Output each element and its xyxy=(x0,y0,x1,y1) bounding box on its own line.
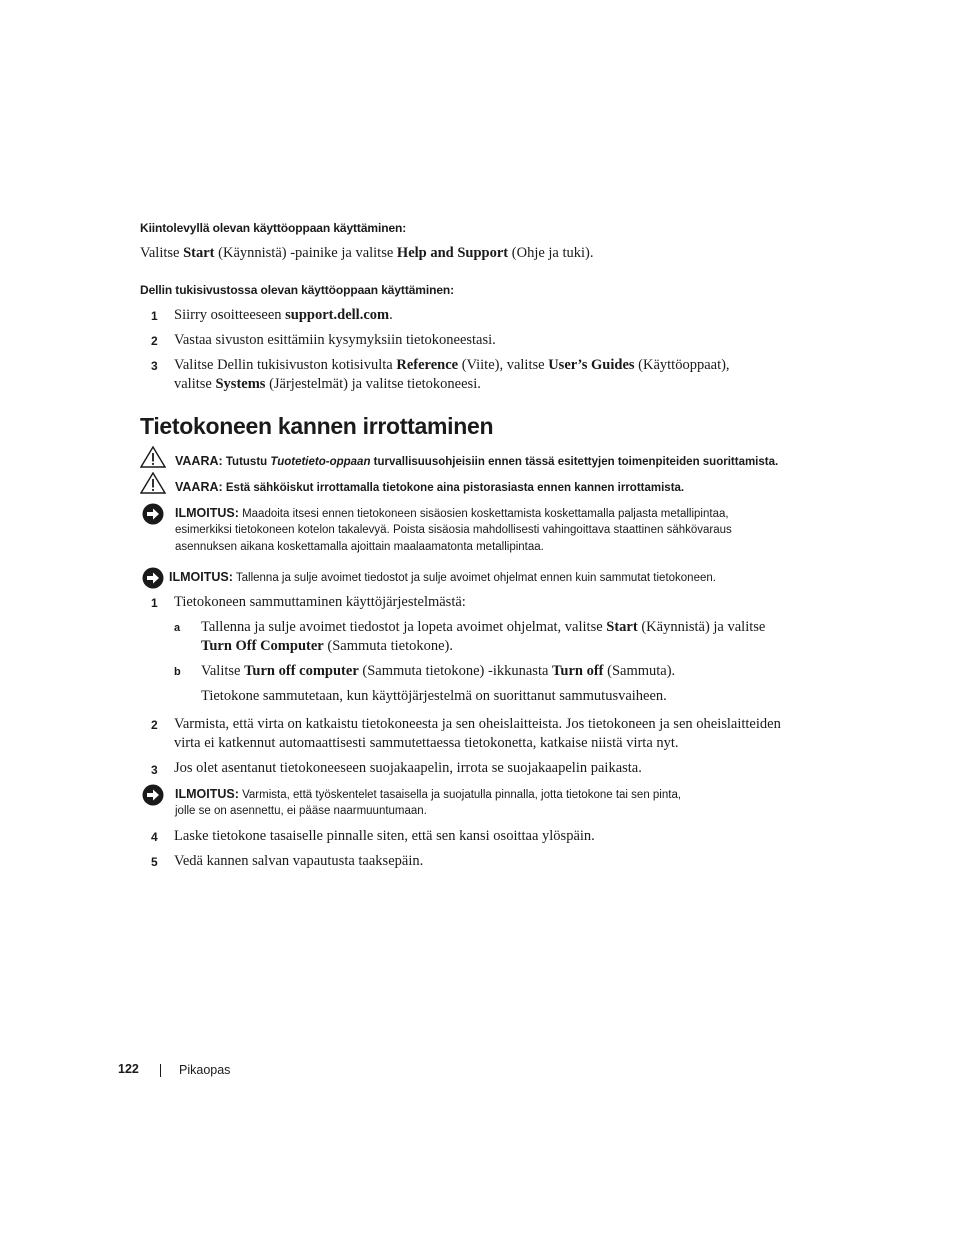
hard-drive-guide-paragraph: Valitse Start (Käynnistä) -painike ja valitse Help and Support (Ohje ja tuki). xyxy=(140,245,594,261)
list-item: Valitse Turn off computer (Sammuta tietokone) -ikkunasta Turn off (Sammuta). xyxy=(201,663,676,679)
page-number: 122 xyxy=(118,1062,139,1076)
list-item: Laske tietokone tasaiselle pinnalle siten, että sen kansi osoittaa ylöspäin. xyxy=(174,828,595,844)
list-item: Tietokoneen sammuttaminen käyttöjärjestelmästä: xyxy=(174,594,466,610)
notice-message-save-files: ILMOITUS: Tallenna ja sulje avoimet tiedostot ja sulje avoimet ohjelmat ennen kuin sammutat tietokoneen. xyxy=(169,570,716,584)
notice-message-line: jolle se on asennettu, ei pääse naarmuuntumaan. xyxy=(175,805,427,817)
step-number: 2 xyxy=(151,718,158,732)
step-number: 3 xyxy=(151,763,158,777)
step-number: 1 xyxy=(151,309,158,323)
step-number: 4 xyxy=(151,830,158,844)
step-number: 1 xyxy=(151,596,158,610)
list-item-continuation: virta ei katkennut automaattisesti sammutettaessa tietokonetta, katkaise niistä virta nyt. xyxy=(174,735,679,751)
notice-arrow-icon xyxy=(142,503,164,525)
notice-message-line: asennuksen aikana koskettamalla ajoittain maalaamatonta metallipintaa. xyxy=(175,541,544,553)
list-item-continuation: Turn Off Computer (Sammuta tietokone). xyxy=(201,638,453,654)
notice-label: ILMOITUS: xyxy=(169,570,233,584)
notice-message-line: esimerkiksi tietokoneen kotelon takalevyä. Poista sisäosia mahdollisesti vahingoittava staattinen sähkövaraus xyxy=(175,524,732,536)
list-item: Varmista, että virta on katkaistu tietokoneesta ja sen oheislaitteista. Jos tietokoneen ja sen oheislaitteiden xyxy=(174,716,781,732)
warning-triangle-icon xyxy=(140,446,166,468)
list-item: Jos olet asentanut tietokoneeseen suojakaapelin, irrota se suojakaapelin paikasta. xyxy=(174,760,642,776)
list-item: Vedä kannen salvan vapautusta taaksepäin. xyxy=(174,853,424,869)
warning-label: VAARA: xyxy=(175,480,223,494)
warning-triangle-icon xyxy=(140,472,166,494)
list-item: Siirry osoitteeseen support.dell.com. xyxy=(174,307,393,323)
list-item-continuation: valitse Systems (Järjestelmät) ja valitse tietokoneesi. xyxy=(174,376,481,392)
support-link: support.dell.com xyxy=(285,307,390,323)
substep-letter: a xyxy=(174,622,181,634)
warning-message-electric-shock: VAARA: Estä sähköiskut irrottamalla tietokone aina pistorasiasta ennen kannen irrottamista. xyxy=(175,480,685,494)
notice-arrow-icon xyxy=(142,567,164,589)
list-item-continuation: Tietokone sammutetaan, kun käyttöjärjestelmä on suorittanut sammutusvaiheen. xyxy=(201,688,667,704)
step-number: 2 xyxy=(151,334,158,348)
substep-letter: b xyxy=(174,666,181,678)
step-number: 5 xyxy=(151,855,158,869)
footer-divider xyxy=(160,1064,161,1077)
notice-message-work-surface: ILMOITUS: Varmista, että työskentelet tasaisella ja suojatulla pinnalla, jotta tietokone tai sen pinta, xyxy=(175,787,682,801)
notice-label: ILMOITUS: xyxy=(175,506,239,520)
notice-arrow-icon xyxy=(142,784,164,806)
warning-label: VAARA: xyxy=(175,454,223,468)
warning-message-safety: VAARA: Tutustu Tuotetieto-oppaan turvallisuusohjeisiin ennen tässä esitettyjen toimenpiteiden suorittamista. xyxy=(175,454,779,468)
step-number: 3 xyxy=(151,359,158,373)
list-item: Tallenna ja sulje avoimet tiedostot ja lopeta avoimet ohjelmat, valitse Start (Käynnistä) ja valitse xyxy=(201,619,766,635)
section-heading-support-site-guide: Dellin tukisivustossa olevan käyttöoppaan käyttäminen: xyxy=(140,283,455,297)
list-item: Vastaa sivuston esittämiin kysymyksiin tietokoneestasi. xyxy=(174,332,496,348)
section-heading-hard-drive-guide: Kiintolevyllä olevan käyttöoppaan käyttäminen: xyxy=(140,221,407,235)
page-title: Tietokoneen kannen irrottaminen xyxy=(140,413,494,439)
list-item: Valitse Dellin tukisivuston kotisivulta Reference (Viite), valitse User’s Guides (Käyttöoppaat), xyxy=(174,357,730,373)
notice-label: ILMOITUS: xyxy=(175,787,239,801)
notice-message-grounding: ILMOITUS: Maadoita itsesi ennen tietokoneen sisäosien koskettamista koskettamalla paljasta metallipintaa, xyxy=(175,506,729,520)
footer-title: Pikaopas xyxy=(179,1063,231,1077)
